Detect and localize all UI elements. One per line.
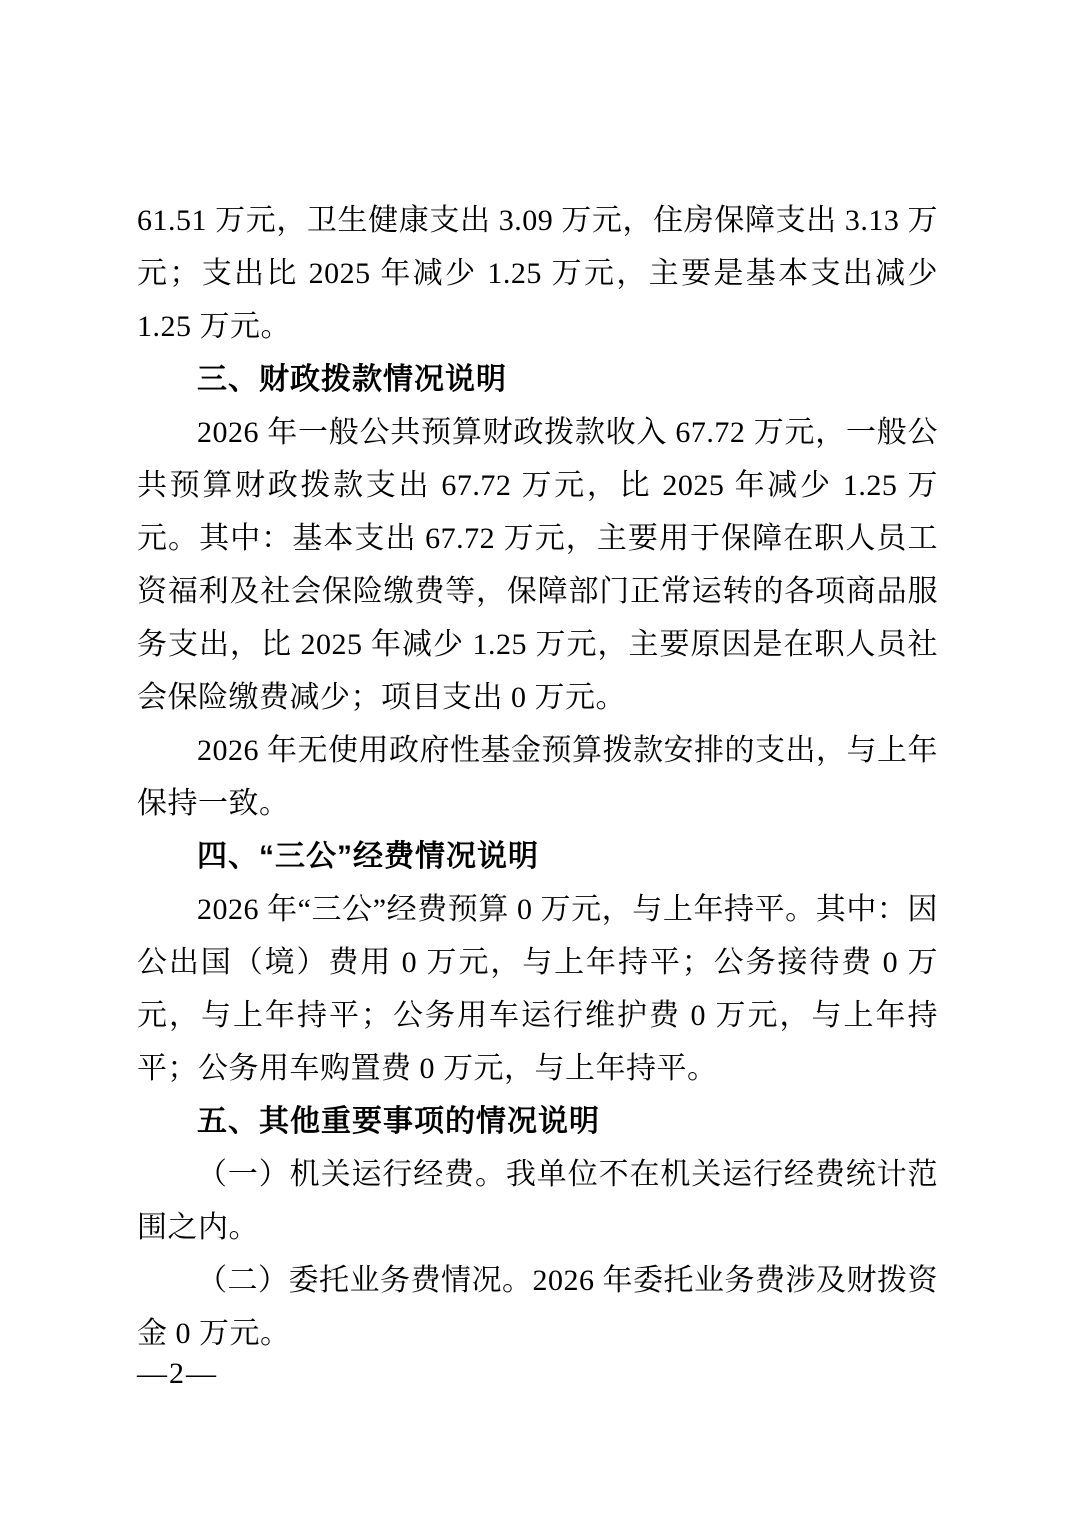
paragraph: 2026 年一般公共预算财政拨款收入 67.72 万元，一般公共预算财政拨款支出 67.72 万元，比 2025 年减少 1.25 万元。其中：基本支出 67.72 万元，主要用于保障在职人员工资福利及社会保险缴费等，保障部门正常运转的各项商品服务支出，比 2025 年减少 1.25 万元，主要原因是在职人员社会保险缴费减少；项目支出 0 万元。	[137, 416, 938, 714]
page-number: —2—	[137, 1357, 218, 1390]
page-footer	[137, 1347, 218, 1400]
document-body	[137, 194, 938, 1360]
paragraph: 61.51 万元，卫生健康支出 3.09 万元，住房保障支出 3.13 万元；支出比 2025 年减少 1.25 万元，主要是基本支出减少 1.25 万元。	[137, 204, 938, 343]
paragraph: 2026 年无使用政府性基金预算拨款安排的支出，与上年保持一致。	[137, 734, 938, 820]
paragraph: （二）委托业务费情况。2026 年委托业务费涉及财拨资金 0 万元。	[137, 1264, 938, 1350]
paragraph: 2026 年“三公”经费预算 0 万元，与上年持平。其中：因公出国（境）费用 0 万元，与上年持平；公务接待费 0 万元，与上年持平；公务用车运行维护费 0 万元，与上年持平；公务用车购置费 0 万元，与上年持平。	[137, 893, 938, 1085]
section-heading: 四、“三公”经费情况说明	[197, 840, 539, 873]
section-heading: 三、财政拨款情况说明	[197, 363, 507, 396]
paragraph: （一）机关运行经费。我单位不在机关运行经费统计范围之内。	[137, 1158, 938, 1244]
section-heading: 五、其他重要事项的情况说明	[197, 1105, 600, 1138]
